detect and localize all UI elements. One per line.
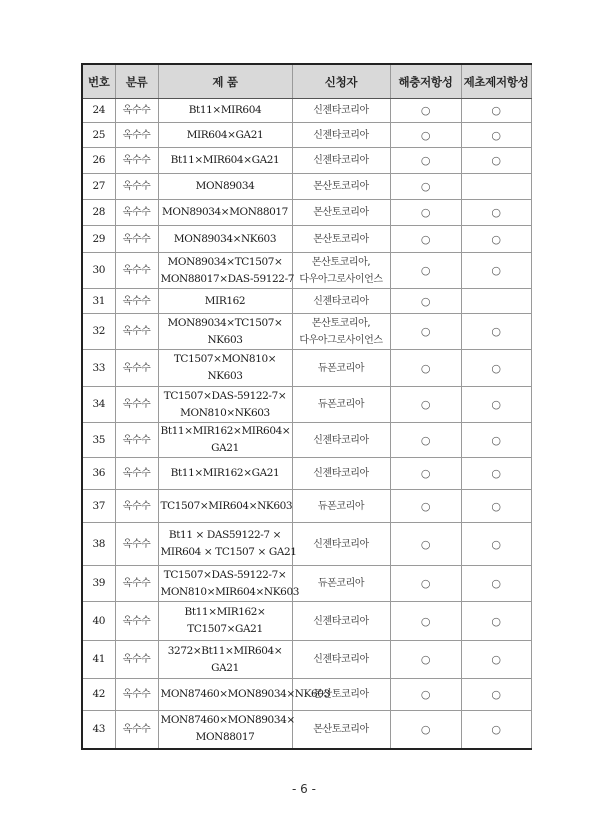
applicant-line: 신젠타코리아 xyxy=(313,105,369,116)
row-applicant xyxy=(292,423,390,458)
row-herbicide-tolerance-mark: ○ xyxy=(461,226,531,253)
row-insect-resistance-mark: ○ xyxy=(390,174,461,200)
row-applicant xyxy=(292,458,390,490)
row-product xyxy=(158,641,292,679)
table-header-row xyxy=(82,64,531,99)
row-insect-resistance-mark: ○ xyxy=(390,123,461,148)
row-category: 옥수수 xyxy=(115,350,158,387)
row-insect-resistance-mark: ○ xyxy=(390,253,461,289)
table-row xyxy=(82,148,531,174)
gmo-approval-table xyxy=(81,63,532,750)
applicant-line: 다우아그로사이언스 xyxy=(299,334,383,346)
row-herbicide-tolerance-mark: ○ xyxy=(461,523,531,566)
product-line: MON89034×MON88017 xyxy=(162,206,288,218)
row-herbicide-tolerance-mark: ○ xyxy=(461,711,531,749)
row-number: 37 xyxy=(82,490,115,523)
row-applicant xyxy=(292,711,390,749)
row-category: 옥수수 xyxy=(115,566,158,602)
product-line: Bt11×MIR604 xyxy=(188,104,262,116)
product-line: MON89034 xyxy=(195,180,255,192)
table-row xyxy=(82,350,531,387)
row-herbicide-tolerance-mark: ○ xyxy=(461,566,531,602)
product-line: NK603 xyxy=(207,370,243,382)
table-row xyxy=(82,641,531,679)
row-category: 옥수수 xyxy=(115,602,158,641)
table-row xyxy=(82,423,531,458)
row-category: 옥수수 xyxy=(115,711,158,749)
row-category: 옥수수 xyxy=(115,314,158,350)
row-number: 36 xyxy=(82,458,115,490)
applicant-line: 몬산토코리아 xyxy=(313,181,369,192)
header-insect-resistance: 해충저항성 xyxy=(390,64,461,99)
row-herbicide-tolerance-mark: ○ xyxy=(461,458,531,490)
product-line: TC1507×MON810× xyxy=(173,353,277,365)
row-herbicide-tolerance-mark: ○ xyxy=(461,490,531,523)
row-number: 29 xyxy=(82,226,115,253)
row-herbicide-tolerance-mark: ○ xyxy=(461,314,531,350)
applicant-line: 듀폰코리아 xyxy=(317,500,365,512)
row-product xyxy=(158,566,300,602)
header-applicant: 신청자 xyxy=(292,64,390,99)
row-product xyxy=(158,148,292,174)
row-applicant xyxy=(292,350,390,387)
row-herbicide-tolerance-mark: ○ xyxy=(461,641,531,679)
table-row xyxy=(82,123,531,148)
row-number: 33 xyxy=(82,350,115,387)
row-applicant xyxy=(292,289,390,314)
row-category: 옥수수 xyxy=(115,174,158,200)
row-product xyxy=(158,174,292,200)
row-number: 30 xyxy=(82,253,115,289)
row-insect-resistance-mark: ○ xyxy=(390,289,461,314)
applicant-line: 신젠타코리아 xyxy=(313,654,369,665)
table-row xyxy=(82,679,531,711)
table-row xyxy=(82,226,531,253)
product-line: GA21 xyxy=(211,442,239,454)
row-insect-resistance-mark: ○ xyxy=(390,314,461,350)
row-product xyxy=(158,200,292,226)
row-applicant xyxy=(292,523,390,566)
row-herbicide-tolerance-mark: ○ xyxy=(461,99,531,123)
row-category: 옥수수 xyxy=(115,253,158,289)
row-herbicide-tolerance-mark: ○ xyxy=(461,350,531,387)
row-number: 31 xyxy=(82,289,115,314)
product-line: Bt11×MIR604×GA21 xyxy=(170,154,280,166)
row-applicant xyxy=(292,387,390,423)
applicant-line: 신젠타코리아 xyxy=(313,615,369,627)
page-number: - 6 - xyxy=(292,782,316,796)
row-number: 32 xyxy=(82,314,115,350)
row-insect-resistance-mark: ○ xyxy=(390,679,461,711)
product-line: TC1507×MIR604×NK603 xyxy=(160,499,293,512)
row-applicant xyxy=(292,226,390,253)
row-applicant xyxy=(292,174,390,200)
table-row xyxy=(82,458,531,490)
applicant-line: 신젠타코리아 xyxy=(313,538,369,550)
row-applicant xyxy=(292,490,390,523)
product-line: Bt11×MIR162×MIR604× xyxy=(160,425,291,437)
row-category: 옥수수 xyxy=(115,679,158,711)
row-herbicide-tolerance-mark: ○ xyxy=(461,387,531,423)
applicant-line: 몬산토코리아 xyxy=(313,723,369,735)
row-product xyxy=(158,387,292,423)
row-herbicide-tolerance-mark xyxy=(461,289,531,314)
row-category: 옥수수 xyxy=(115,148,158,174)
table-row xyxy=(82,289,531,314)
row-applicant xyxy=(292,314,390,350)
row-insect-resistance-mark: ○ xyxy=(390,458,461,490)
row-insect-resistance-mark: ○ xyxy=(390,602,461,641)
row-category: 옥수수 xyxy=(115,226,158,253)
table-row xyxy=(82,711,531,749)
row-insect-resistance-mark: ○ xyxy=(390,200,461,226)
row-herbicide-tolerance-mark: ○ xyxy=(461,200,531,226)
table-row xyxy=(82,314,531,350)
row-number: 27 xyxy=(82,174,115,200)
applicant-line: 듀폰코리아 xyxy=(317,578,365,589)
row-category: 옥수수 xyxy=(115,423,158,458)
row-insect-resistance-mark: ○ xyxy=(390,490,461,523)
product-line: MON88017 xyxy=(195,731,255,744)
applicant-line: 신젠타코리아 xyxy=(313,295,369,307)
table-row xyxy=(82,602,531,641)
product-line: MON810×MIR604×NK603 xyxy=(160,585,300,598)
header-product: 제 품 xyxy=(158,64,292,99)
row-category: 옥수수 xyxy=(115,99,158,123)
row-number: 39 xyxy=(82,566,115,602)
table-body xyxy=(82,99,531,749)
applicant-line: 몬산토코리아, xyxy=(311,256,371,268)
product-line: GA21 xyxy=(211,661,239,674)
product-line: TC1507×GA21 xyxy=(187,623,263,635)
row-category: 옥수수 xyxy=(115,289,158,314)
row-product xyxy=(158,99,292,123)
applicant-line: 몬산토코리아, xyxy=(311,317,371,329)
product-line: MON89034×TC1507× xyxy=(167,316,283,329)
table-row xyxy=(82,490,531,523)
applicant-line: 다우아그로사이언스 xyxy=(299,273,383,285)
row-insect-resistance-mark: ○ xyxy=(390,523,461,566)
row-category: 옥수수 xyxy=(115,490,158,523)
applicant-line: 신젠타코리아 xyxy=(313,434,369,446)
row-product xyxy=(158,350,292,387)
applicant-line: 듀폰코리아 xyxy=(317,362,365,374)
row-category: 옥수수 xyxy=(115,200,158,226)
row-category: 옥수수 xyxy=(115,523,158,566)
row-applicant xyxy=(292,123,390,148)
row-product xyxy=(158,711,295,749)
row-herbicide-tolerance-mark: ○ xyxy=(461,123,531,148)
product-line: MIR604×GA21 xyxy=(186,128,264,141)
row-product xyxy=(158,253,295,289)
row-product xyxy=(158,314,292,350)
row-herbicide-tolerance-mark: ○ xyxy=(461,423,531,458)
row-product xyxy=(158,289,292,314)
row-category: 옥수수 xyxy=(115,458,158,490)
table-row xyxy=(82,200,531,226)
table-row xyxy=(82,566,531,602)
row-product xyxy=(158,602,292,641)
product-line: TC1507×DAS-59122-7× xyxy=(163,568,287,581)
row-insect-resistance-mark: ○ xyxy=(390,350,461,387)
product-line: MIR162 xyxy=(204,294,246,307)
row-insect-resistance-mark: ○ xyxy=(390,387,461,423)
row-product xyxy=(158,423,292,458)
row-number: 35 xyxy=(82,423,115,458)
row-applicant xyxy=(292,566,390,602)
row-insect-resistance-mark: ○ xyxy=(390,711,461,749)
row-category: 옥수수 xyxy=(115,123,158,148)
row-herbicide-tolerance-mark: ○ xyxy=(461,253,531,289)
row-number: 34 xyxy=(82,387,115,423)
product-line: MON87460×MON89034×NK603 xyxy=(160,688,330,700)
row-insect-resistance-mark: ○ xyxy=(390,226,461,253)
applicant-line: 몬산토코리아 xyxy=(313,207,369,218)
row-applicant xyxy=(292,602,390,641)
applicant-line: 신젠타코리아 xyxy=(313,129,369,141)
row-herbicide-tolerance-mark xyxy=(461,174,531,200)
applicant-line: 몬산토코리아 xyxy=(313,233,369,245)
product-line: MON89034×TC1507× xyxy=(167,255,283,268)
table-row xyxy=(82,253,531,289)
header-category: 분류 xyxy=(115,64,158,99)
row-number: 41 xyxy=(82,641,115,679)
product-line: TC1507×DAS-59122-7× xyxy=(163,389,287,402)
row-applicant xyxy=(292,148,390,174)
product-line: 3272×Bt11×MIR604× xyxy=(167,644,283,657)
row-applicant xyxy=(292,200,390,226)
row-product xyxy=(158,123,292,148)
header-number: 번호 xyxy=(82,64,115,99)
row-number: 26 xyxy=(82,148,115,174)
header-herbicide-tolerance: 제초제저항성 xyxy=(461,64,531,99)
row-insect-resistance-mark: ○ xyxy=(390,423,461,458)
row-product xyxy=(158,523,297,566)
row-number: 42 xyxy=(82,679,115,711)
row-number: 40 xyxy=(82,602,115,641)
row-category: 옥수수 xyxy=(115,387,158,423)
table-row xyxy=(82,387,531,423)
row-herbicide-tolerance-mark: ○ xyxy=(461,602,531,641)
product-line: MON810×NK603 xyxy=(180,406,270,419)
product-line: MON87460×MON89034× xyxy=(160,714,295,727)
row-product xyxy=(158,679,330,711)
table-row xyxy=(82,99,531,123)
row-herbicide-tolerance-mark: ○ xyxy=(461,148,531,174)
row-applicant xyxy=(292,641,390,679)
row-insect-resistance-mark: ○ xyxy=(390,641,461,679)
row-product xyxy=(158,226,292,253)
applicant-line: 듀폰코리아 xyxy=(317,399,365,410)
row-number: 38 xyxy=(82,523,115,566)
product-line: MON88017×DAS-59122-7 xyxy=(160,272,295,285)
applicant-line: 신젠타코리아 xyxy=(313,468,369,479)
row-number: 24 xyxy=(82,99,115,123)
row-category: 옥수수 xyxy=(115,641,158,679)
row-number: 28 xyxy=(82,200,115,226)
product-line: Bt11×MIR162×GA21 xyxy=(170,467,280,479)
row-product xyxy=(158,458,292,490)
product-line: Bt11 × DAS59122-7 × xyxy=(168,529,282,541)
row-number: 43 xyxy=(82,711,115,749)
row-applicant xyxy=(292,253,390,289)
product-line: MON89034×NK603 xyxy=(173,232,277,245)
row-number: 25 xyxy=(82,123,115,148)
row-insect-resistance-mark: ○ xyxy=(390,148,461,174)
row-insect-resistance-mark: ○ xyxy=(390,99,461,123)
product-line: NK603 xyxy=(207,333,243,346)
row-herbicide-tolerance-mark: ○ xyxy=(461,679,531,711)
applicant-line: 신젠타코리아 xyxy=(313,155,369,166)
product-line: MIR604 × TC1507 × GA21 xyxy=(160,546,297,558)
row-insect-resistance-mark: ○ xyxy=(390,566,461,602)
table-row xyxy=(82,174,531,200)
row-applicant xyxy=(292,99,390,123)
product-line: Bt11×MIR162× xyxy=(184,606,266,618)
applicant-line: 몬산토코리아 xyxy=(313,689,369,700)
table-row xyxy=(82,523,531,566)
row-product xyxy=(158,490,292,523)
